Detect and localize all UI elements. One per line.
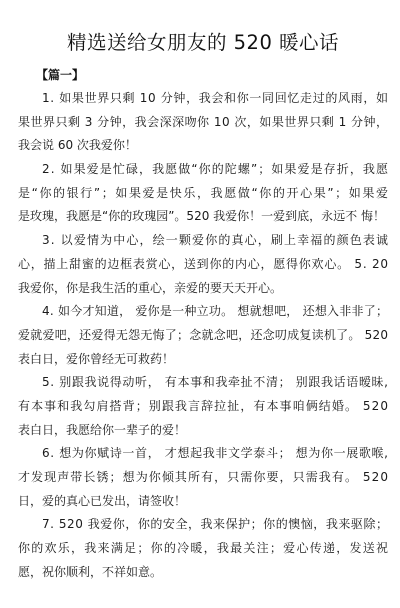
paragraph-line: 你的欢乐，我来满足；你的冷暖，我最关注；爱心传递，发送祝 xyxy=(18,541,390,556)
paragraph xyxy=(18,371,388,442)
page-title: 精选送给女朋友的 520 暖心话 xyxy=(66,31,340,54)
paragraph-line: 愿，祝你顺利，不祥如意。 xyxy=(18,564,163,579)
paragraph-line: 爱就爱吧，还爱得无怨无悔了；念就念吧，还念叨成复读机了。 520 xyxy=(18,327,389,342)
paragraph-line: 3. 以爱情为中心，绘一颗爱你的真心，刷上幸福的颜色表诚 xyxy=(42,233,390,248)
paragraph xyxy=(18,158,388,229)
paragraph xyxy=(18,513,388,584)
paragraph-line: 果世界只剩 3 分钟，我会深深吻你 10 次，如果世界只剩 1 分钟， xyxy=(18,114,389,129)
paragraph xyxy=(18,442,388,513)
paragraph-line: 6. 想为你赋诗一首， 才想起我非文学泰斗； 想为你一展歌喉, xyxy=(42,446,389,461)
paragraph xyxy=(18,87,388,158)
paragraph-line: 才发现声带长锈；想为你倾其所有，只需你要，只需我有。 520 xyxy=(18,470,390,484)
paragraph-line: 我会说 60 次我爱你！ xyxy=(18,138,137,153)
paragraph-line: 4. 如今才知道， 爱你是一种立功。 想就想吧， 还想入非非了； xyxy=(42,304,389,319)
paragraph-line: 是“你的银行”；如果爱是快乐，我愿做“你的开心果”；如果爱 xyxy=(18,185,390,200)
paragraph xyxy=(18,229,388,300)
paragraph xyxy=(18,300,388,371)
paragraph-line: 7. 520 我爱你，你的安全，我来保护；你的懊恼，我来驱除； xyxy=(42,517,389,532)
paragraph-line: 有本事和我勾肩搭背；别跟我言辞拉扯，有本事咱俩结婚。 520 xyxy=(18,398,390,413)
paragraph-line: 2. 如果爱是忙碌，我愿做“你的陀螺”；如果爱是存折，我愿 xyxy=(42,162,390,177)
paragraph-line: 日，爱的真心已发出，请签收！ xyxy=(18,493,187,508)
paragraph-line: 心，描上甜蜜的边框表赏心，送到你的内心，愿得你欢心。 5. 20 xyxy=(18,256,389,271)
paragraph-line: 1. 如果世界只剩 10 分钟，我会和你一同回忆走过的风雨，如 xyxy=(42,91,389,105)
section-heading: 【篇一】 xyxy=(36,68,85,82)
paragraph-list xyxy=(18,87,388,584)
paragraph-line: 表白日，爱你曾经无可救药！ xyxy=(18,351,175,366)
paragraph-line: 5. 别跟我说得动听， 有本事和我牵扯不清； 别跟我话语暧昧, xyxy=(42,375,389,390)
paragraph-line: 我爱你，你是我生活的重心，亲爱的要天天开心。 xyxy=(18,280,283,295)
paragraph-line: 表白日，我愿给你一辈子的爱！ xyxy=(18,422,187,437)
paragraph-line: 是玫瑰，我愿是“你的玫瑰园”。520 我爱你！一爱到底，永远不 悔！ xyxy=(18,209,385,224)
